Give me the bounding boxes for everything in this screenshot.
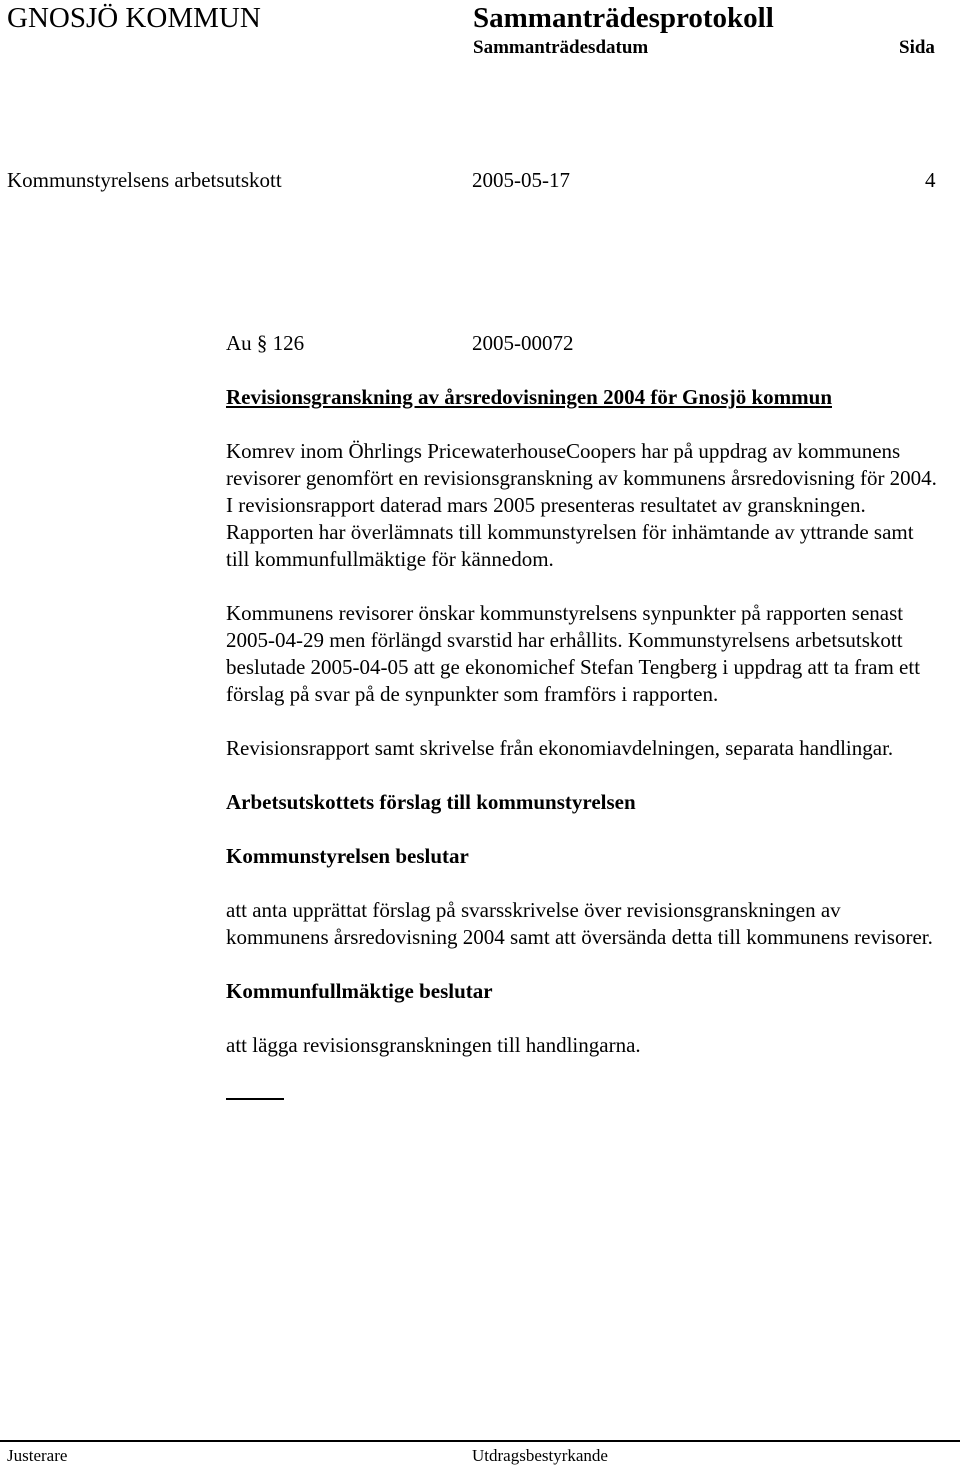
kf-decision-text: att lägga revisionsgranskningen till handlingarna. [226,1033,641,1057]
ks-decision-heading: Kommunstyrelsen beslutar [226,844,469,868]
registration-number: 2005-00072 [472,331,574,355]
meeting-date: 2005-05-17 [472,168,570,192]
end-rule [226,1086,284,1100]
ks-decision-text: att anta upprättat förslag på svarsskrivelse över revisionsgranskningen av kommunens årsredovisning 2004 samt att översända detta till kommunens revisorer. [226,898,933,949]
kf-decision-heading: Kommunfullmäktige beslutar [226,979,493,1003]
footer-utdragsbestyrkande: Utdragsbestyrkande [472,1446,608,1465]
documents-paragraph: Revisionsrapport samt skrivelse från ekonomiavdelningen, separata handlingar. [226,736,894,760]
review-paragraph: Kommunens revisorer önskar kommunstyrelsens synpunkter på rapporten senast 2005-04-29 men förlängd svarstid har erhållits. Kommunstyrelsens arbetsutskott beslutade 2005-04-05 att ge ekonomichef Stefan Tengberg i uppdrag att ta fram ett förslag på svar på de synpunkter som framförs i rapporten. [226,601,921,706]
background-paragraph: Komrev inom Öhrlings PricewaterhouseCoopers har på uppdrag av kommunens revisorer genomfört en revisionsgranskning av kommunens årsredovisning för 2004. I revisionsrapport daterad mars 2005 presenteras resultatet av granskningen. Rapporten har överlämnats till kommunstyrelsen för inhämtande av yttrande samt till kommunfullmäktige för kännedom. [226,439,937,571]
case-line [226,330,938,357]
page-number: 4 [925,168,936,192]
document-type: Sammanträdesprotokoll [473,2,774,34]
footer-justerare: Justerare [7,1446,68,1465]
protocol-item [226,330,938,1100]
organization-name: GNOSJÖ KOMMUN [7,2,261,34]
case-number: Au § 126 [226,331,305,355]
committee-name: Kommunstyrelsens arbetsutskott [7,168,282,192]
item-title: Revisionsgranskning av årsredovisningen 2004 för Gnosjö kommun [226,385,832,409]
page-label: Sida [899,37,935,58]
meeting-date-label: Sammanträdesdatum [473,37,649,58]
footer-rule [0,1440,960,1442]
proposal-heading: Arbetsutskottets förslag till kommunstyrelsen [226,790,636,814]
